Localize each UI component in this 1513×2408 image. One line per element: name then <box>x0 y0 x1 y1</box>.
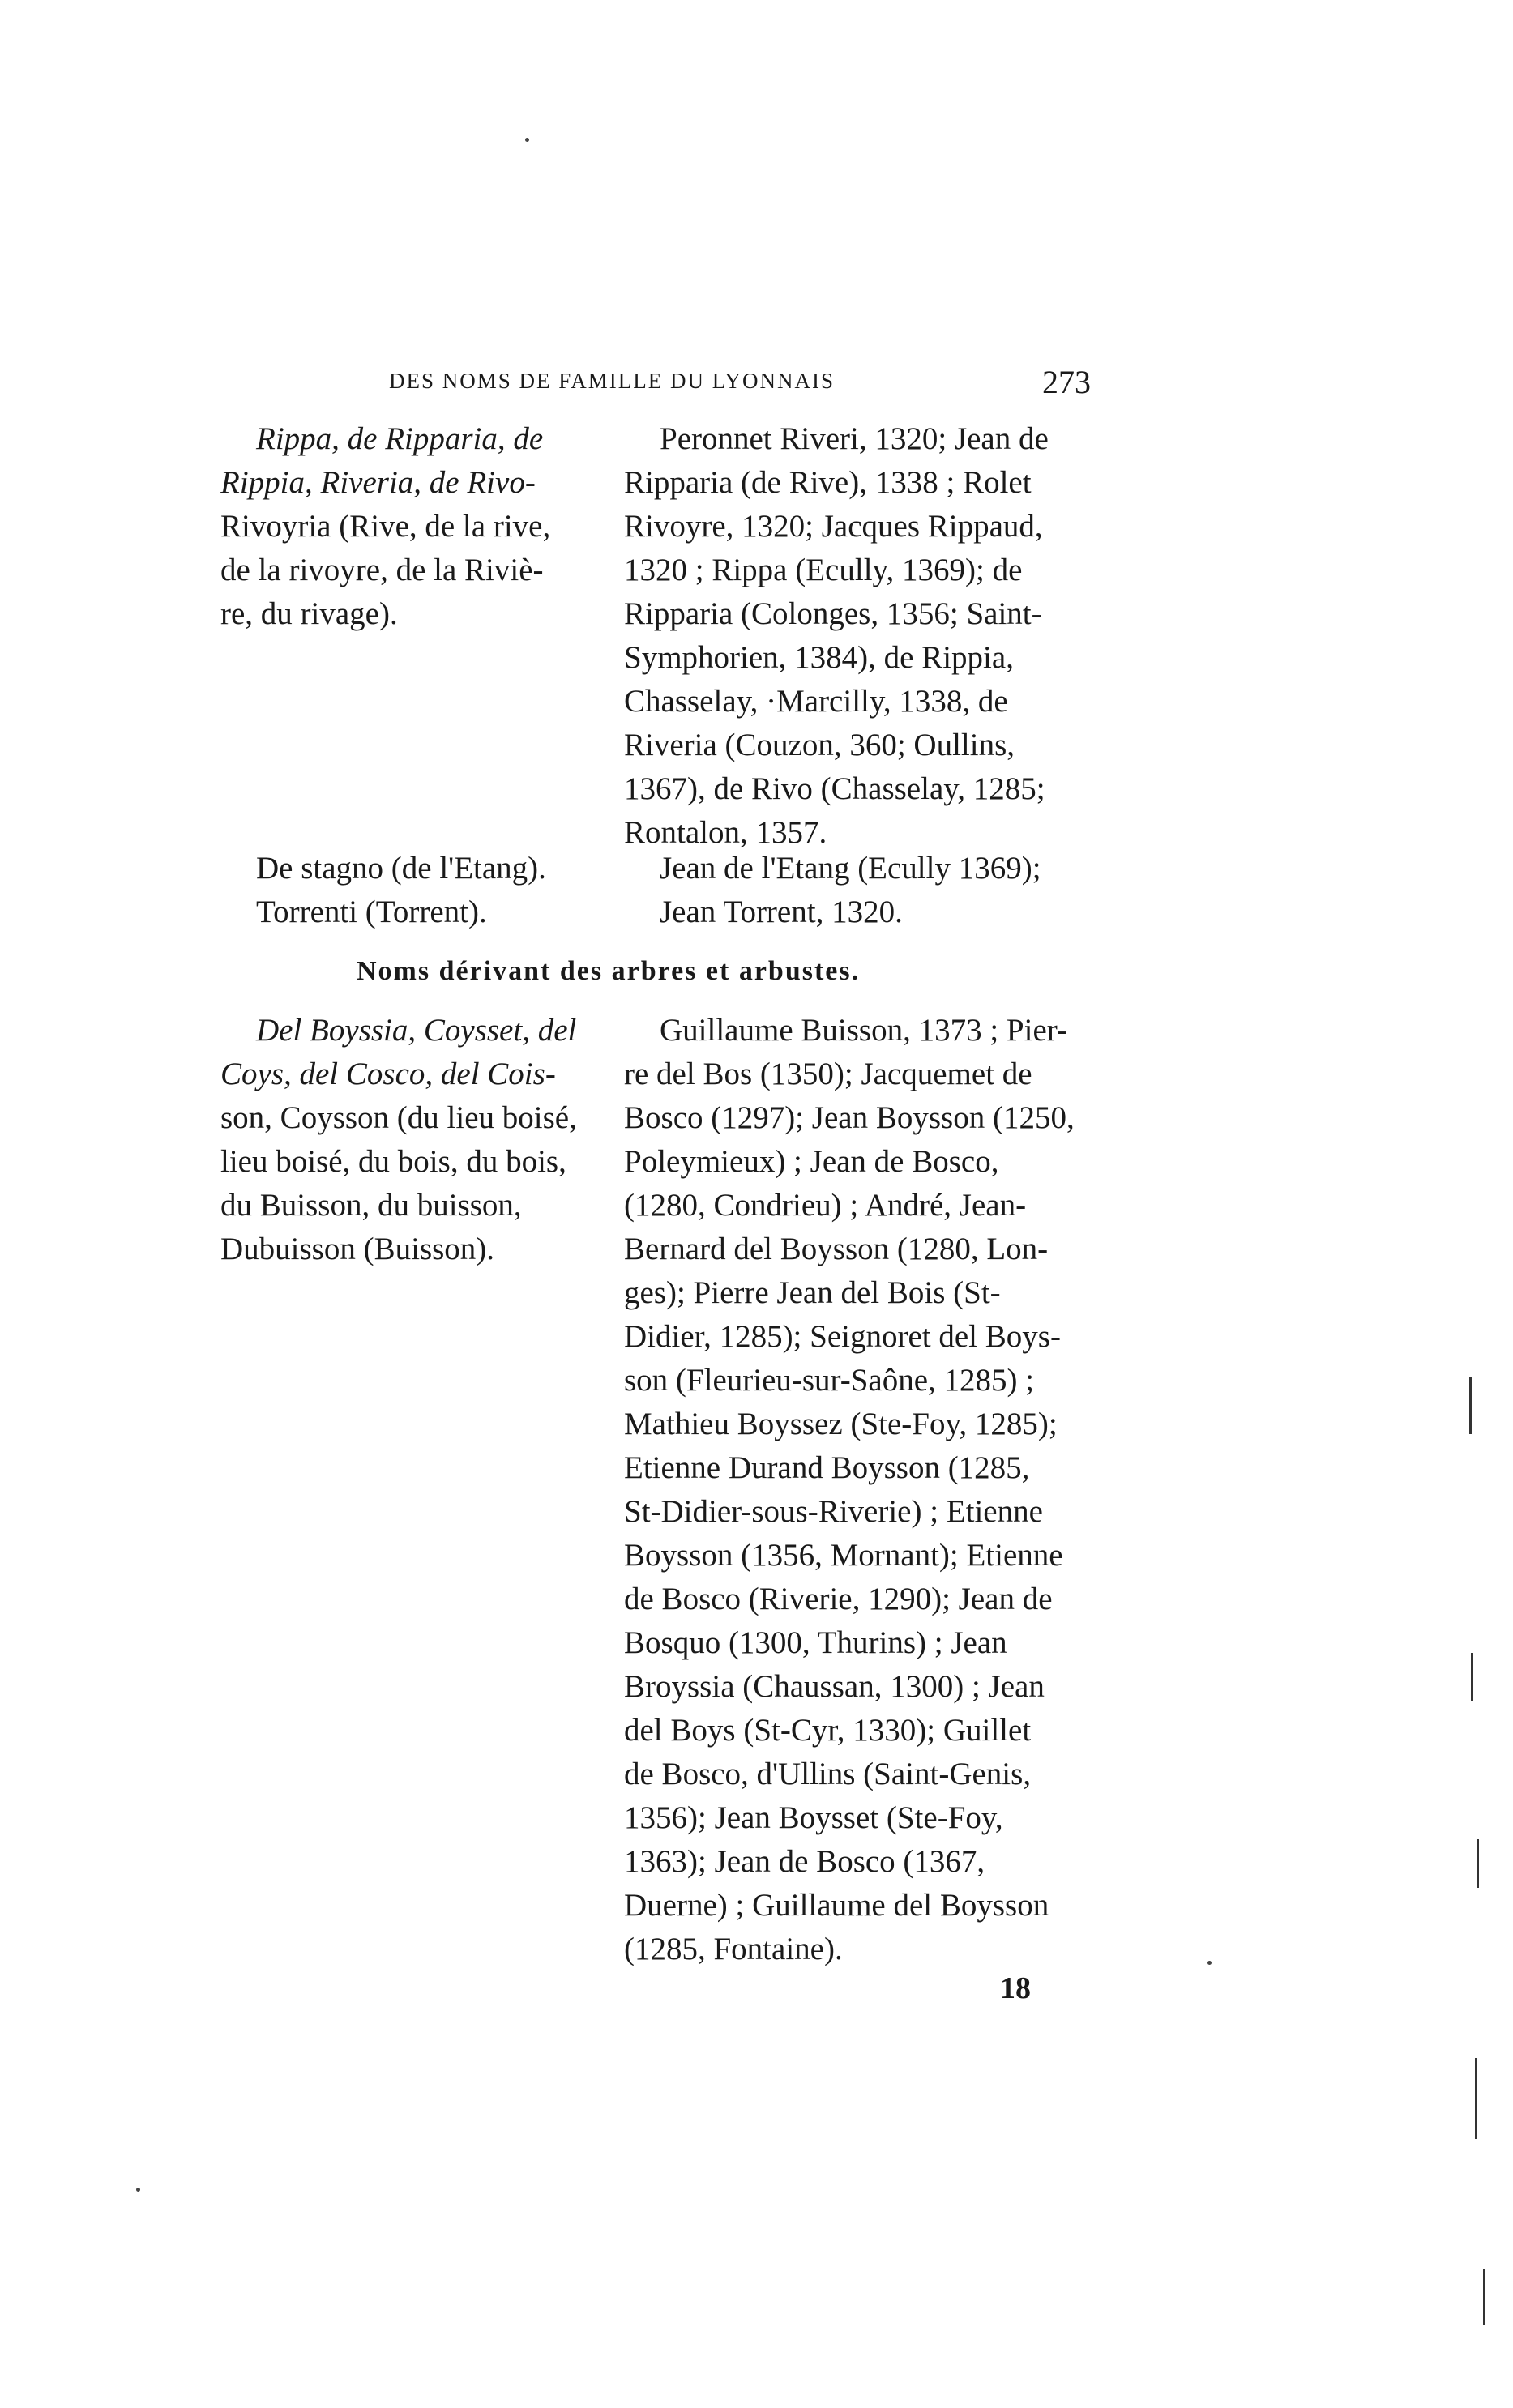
entry-line: Dubuisson (Buisson). <box>220 1232 495 1266</box>
entry-line: Boysson (1356, Mornant); Etienne <box>624 1538 1063 1573</box>
entry-line: son (Fleurieu-sur-Saône, 1285) ; <box>624 1363 1035 1398</box>
entry-line: Bernard del Boysson (1280, Lon- <box>624 1232 1049 1266</box>
entry-line: del Boys (St-Cyr, 1330); Guillet <box>624 1713 1032 1748</box>
entry-line: Rontalon, 1357. <box>624 815 827 850</box>
entry-line: Rivoyria (Rive, de la rive, <box>220 509 551 544</box>
scan-speck <box>1207 1961 1212 1965</box>
entry-boyssia-examples <box>624 1009 1089 1971</box>
entry-line: Symphorien, 1384), de Rippia, <box>624 640 1014 675</box>
entry-line: Etienne Durand Boysson (1285, <box>624 1450 1030 1485</box>
entry-line: Torrenti (Torrent). <box>256 894 487 929</box>
scan-edge-mark <box>1483 2269 1485 2325</box>
entry-line: Jean de l'Etang (Ecully 1369); <box>660 851 1041 886</box>
entry-line: 1363); Jean de Bosco (1367, <box>624 1844 985 1879</box>
entry-boyssia-forms <box>220 1009 583 1271</box>
entry-line: Bosquo (1300, Thurins) ; Jean <box>624 1625 1007 1660</box>
entry-line: re del Bos (1350); Jacquemet de <box>624 1057 1032 1091</box>
entry-line: Jean Torrent, 1320. <box>660 894 903 929</box>
entry-rippa-examples <box>624 417 1089 855</box>
entry-line: 1367), de Rivo (Chasselay, 1285; <box>624 771 1045 806</box>
scan-speck <box>525 138 529 142</box>
entry-line: du Buisson, du buisson, <box>220 1188 522 1223</box>
entry-line: Ripparia (de Rive), 1338 ; Rolet <box>624 465 1032 500</box>
entry-line: Guillaume Buisson, 1373 ; Pier- <box>660 1013 1067 1048</box>
entry-line: lieu boisé, du bois, du bois, <box>220 1144 566 1179</box>
entry-line: (1280, Condrieu) ; André, Jean- <box>624 1188 1027 1223</box>
entry-line: Poleymieux) ; Jean de Bosco, <box>624 1144 999 1179</box>
entry-line: Rivoyre, 1320; Jacques Rippaud, <box>624 509 1043 544</box>
scan-edge-mark <box>1477 1839 1479 1888</box>
entry-line: Peronnet Riveri, 1320; Jean de <box>660 421 1049 456</box>
entry-line: de Bosco (Riverie, 1290); Jean de <box>624 1582 1053 1616</box>
entry-line: Rippa, de Ripparia, de <box>256 421 544 456</box>
running-head: DES NOMS DE FAMILLE DU LYONNAIS <box>389 369 836 393</box>
entry-line: St-Didier-sous-Riverie) ; Etienne <box>624 1494 1043 1529</box>
entry-line: Broyssia (Chaussan, 1300) ; Jean <box>624 1669 1045 1704</box>
entry-line: De stagno (de l'Etang). <box>256 851 546 886</box>
entry-line: Riveria (Couzon, 360; Oullins, <box>624 728 1015 762</box>
entry-line: (1285, Fontaine). <box>624 1932 843 1966</box>
entry-line: de la rivoyre, de la Riviè- <box>220 553 544 587</box>
entry-line: Coys, del Cosco, del Cois- <box>220 1057 556 1091</box>
entry-line: Del Boyssia, Coysset, del <box>256 1013 577 1048</box>
entry-line: 1320 ; Rippa (Ecully, 1369); de <box>624 553 1023 587</box>
entry-line: Chasselay, ·Marcilly, 1338, de <box>624 684 1008 719</box>
entry-line: Duerne) ; Guillaume del Boysson <box>624 1888 1049 1923</box>
entry-line: son, Coysson (du lieu boisé, <box>220 1100 577 1135</box>
entry-line: Didier, 1285); Seignoret del Boys- <box>624 1319 1061 1354</box>
scan-edge-mark <box>1469 1377 1472 1434</box>
signature-number: 18 <box>1000 1971 1031 2005</box>
scan-edge-mark <box>1471 1653 1473 1701</box>
scan-speck <box>136 2188 140 2192</box>
entry-line: de Bosco, d'Ullins (Saint-Genis, <box>624 1757 1032 1791</box>
entry-rippa-forms <box>220 417 583 636</box>
entry-line: 1356); Jean Boysset (Ste-Foy, <box>624 1800 1003 1835</box>
entry-etang-torrent-examples <box>624 847 1089 934</box>
entry-line: ges); Pierre Jean del Bois (St- <box>624 1275 1001 1310</box>
entry-line: Rippia, Riveria, de Rivo- <box>220 465 536 500</box>
page-number: 273 <box>1042 364 1091 400</box>
entry-line: Ripparia (Colonges, 1356; Saint- <box>624 596 1042 631</box>
section-heading: Noms dérivant des arbres et arbustes. <box>357 956 861 986</box>
scan-edge-mark <box>1475 2058 1477 2139</box>
entry-line: Bosco (1297); Jean Boysson (1250, <box>624 1100 1075 1135</box>
entry-stagno-torrenti <box>220 847 583 934</box>
entry-line: re, du rivage). <box>220 596 398 631</box>
entry-line: Mathieu Boyssez (Ste-Foy, 1285); <box>624 1407 1058 1441</box>
